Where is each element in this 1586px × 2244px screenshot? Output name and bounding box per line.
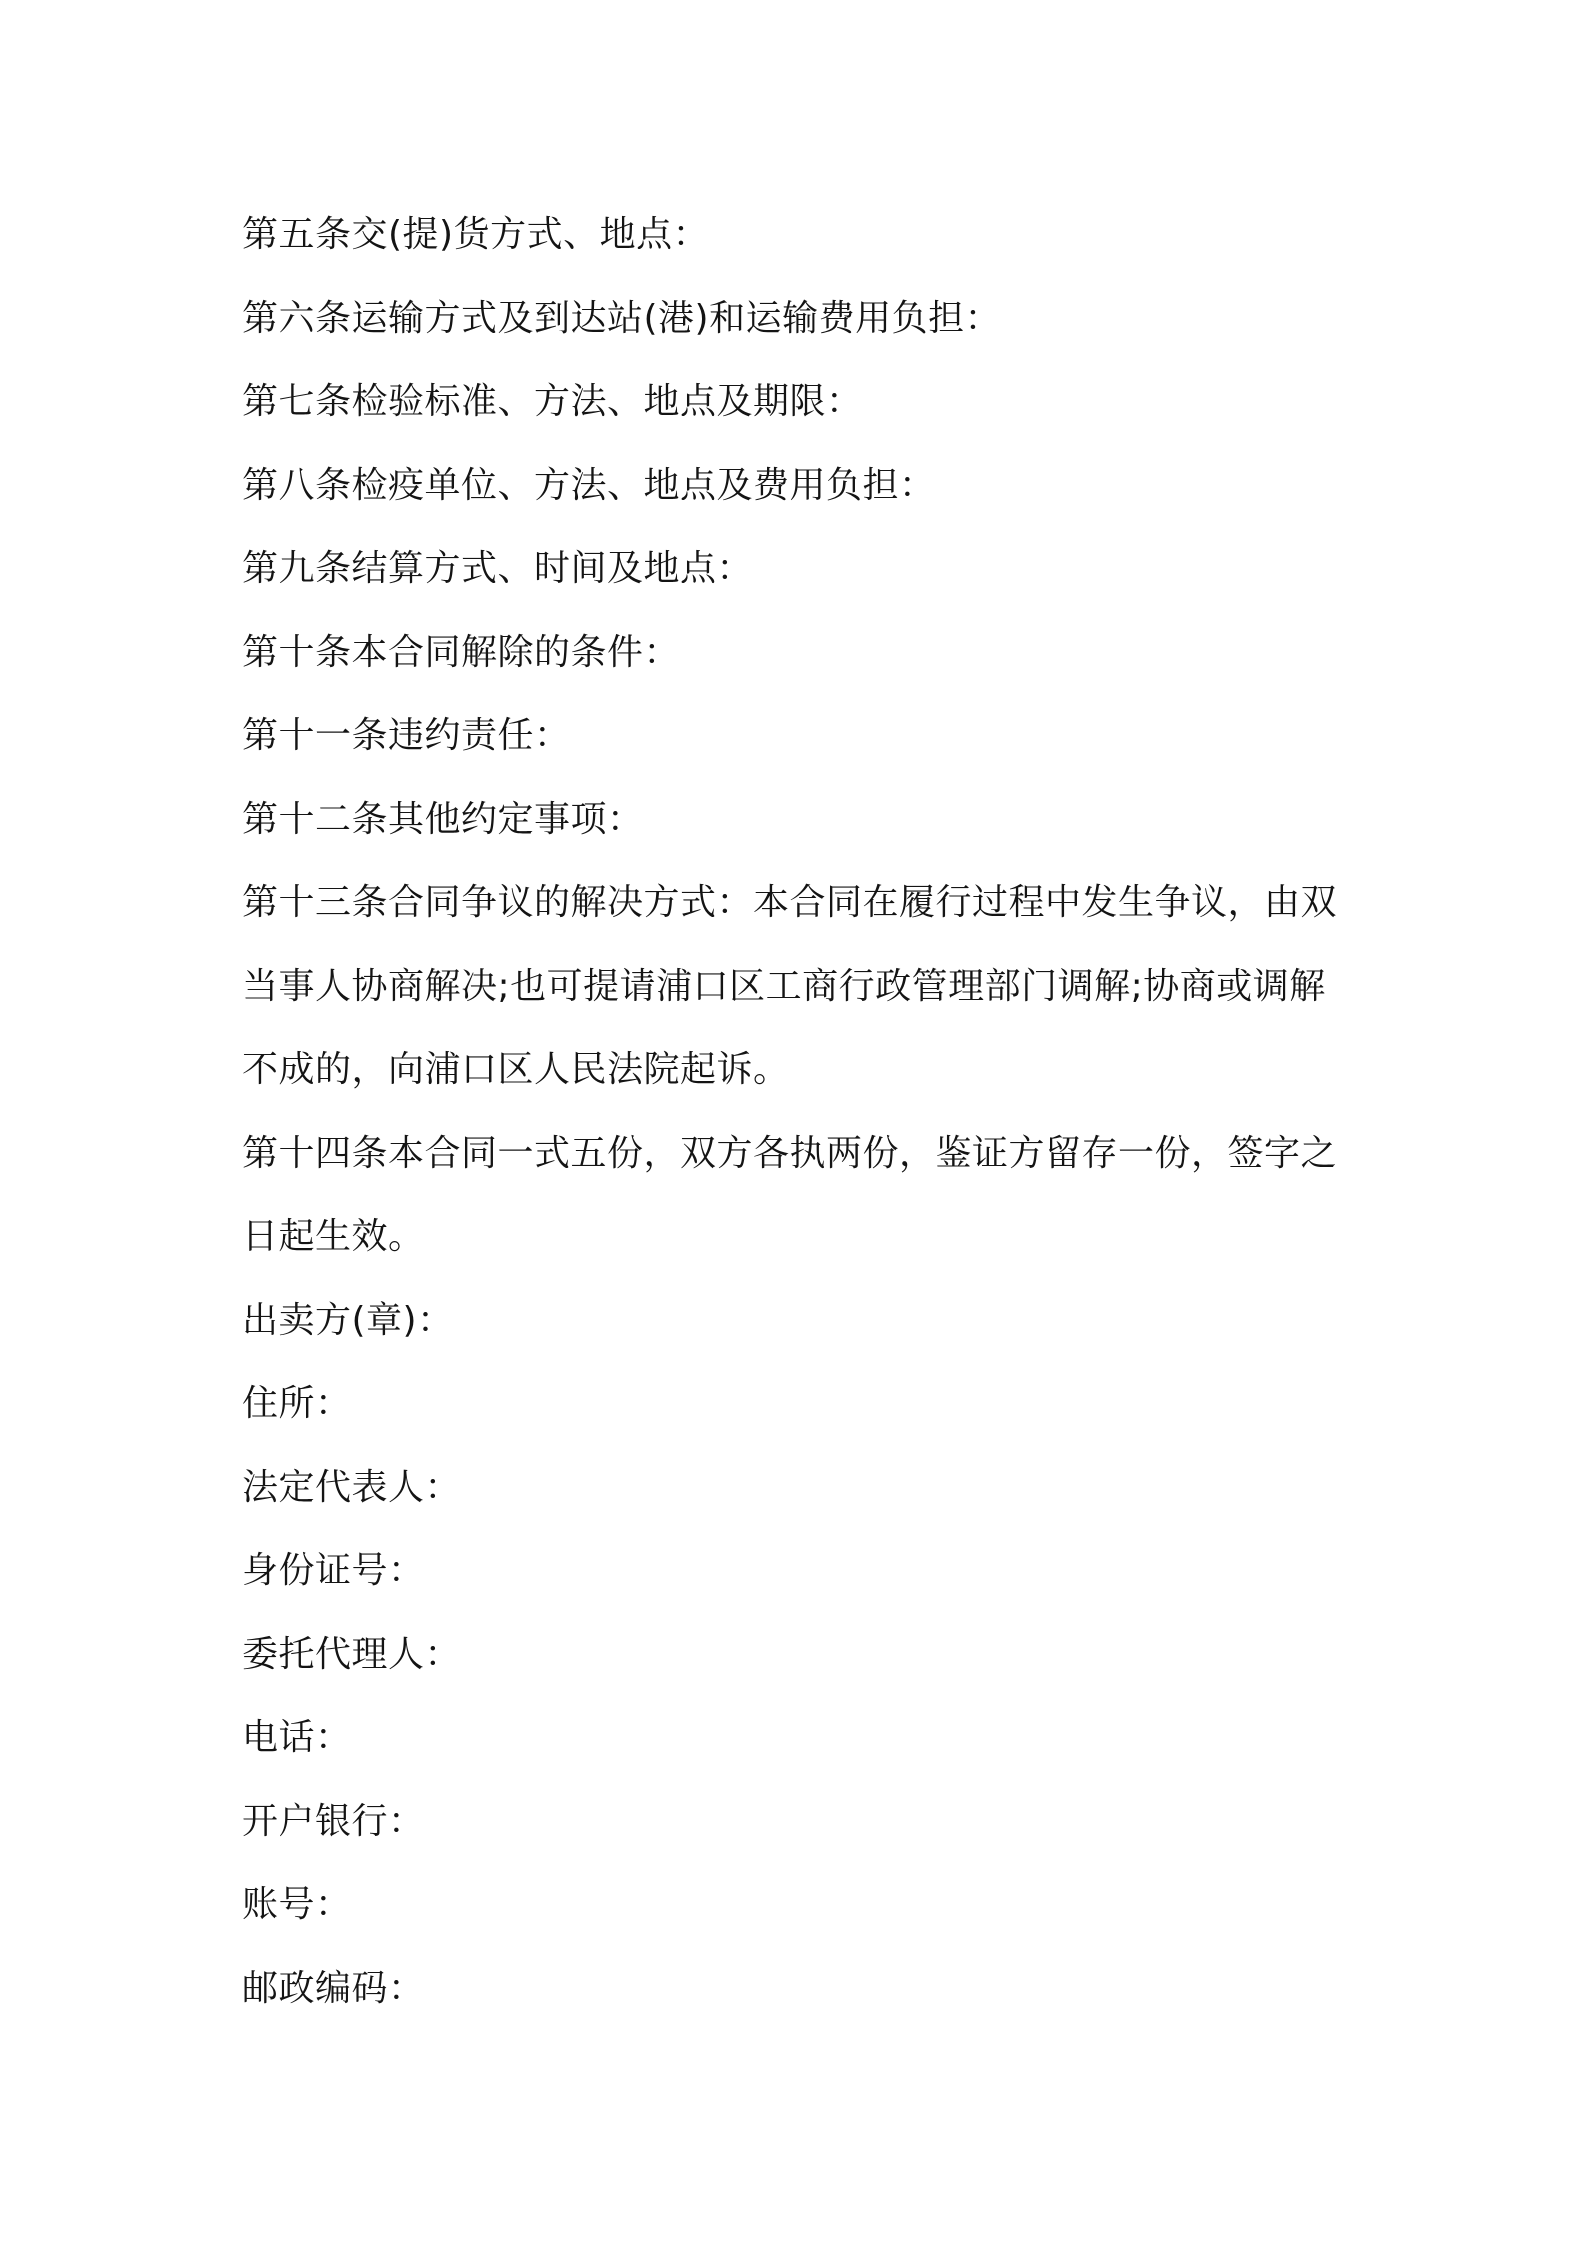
address-field: 住所： bbox=[242, 1383, 352, 1424]
postal-code-field: 邮政编码： bbox=[242, 1967, 425, 2009]
clause-6-transport: 第六条运输方式及到达站(港)和运输费用负担： bbox=[242, 297, 1002, 339]
clause-8-quarantine: 第八条检疫单位、方法、地点及费用负担： bbox=[242, 464, 936, 506]
clause-12-other: 第十二条其他约定事项： bbox=[242, 798, 644, 840]
bank-field: 开户银行： bbox=[242, 1800, 425, 1842]
phone-field: 电话： bbox=[242, 1717, 352, 1758]
contract-body bbox=[242, 193, 1362, 2030]
clause-5-delivery: 第五条交(提)货方式、地点： bbox=[242, 214, 710, 255]
clause-13-disputes: 第十三条合同争议的解决方式：本合同在履行过程中发生争议，由双当事人协商解决;也可提请浦口区工商行政管理部门调解;协商或调解不成的，向浦口区人民法院起诉。 bbox=[242, 882, 1338, 1090]
id-number-field: 身份证号： bbox=[242, 1550, 425, 1591]
clause-9-settlement: 第九条结算方式、时间及地点： bbox=[242, 548, 754, 589]
legal-representative-field: 法定代表人： bbox=[242, 1466, 462, 1508]
seller-seal-field: 出卖方(章)： bbox=[242, 1299, 454, 1341]
clause-10-termination: 第十条本合同解除的条件： bbox=[242, 631, 681, 673]
account-field: 账号： bbox=[242, 1884, 352, 1925]
clause-14-copies: 第十四条本合同一式五份，双方各执两份，鉴证方留存一份，签字之日起生效。 bbox=[242, 1132, 1338, 1257]
clause-7-inspection: 第七条检验标准、方法、地点及期限： bbox=[242, 381, 863, 422]
clause-11-liability: 第十一条违约责任： bbox=[242, 715, 571, 756]
authorized-agent-field: 委托代理人： bbox=[242, 1633, 462, 1675]
